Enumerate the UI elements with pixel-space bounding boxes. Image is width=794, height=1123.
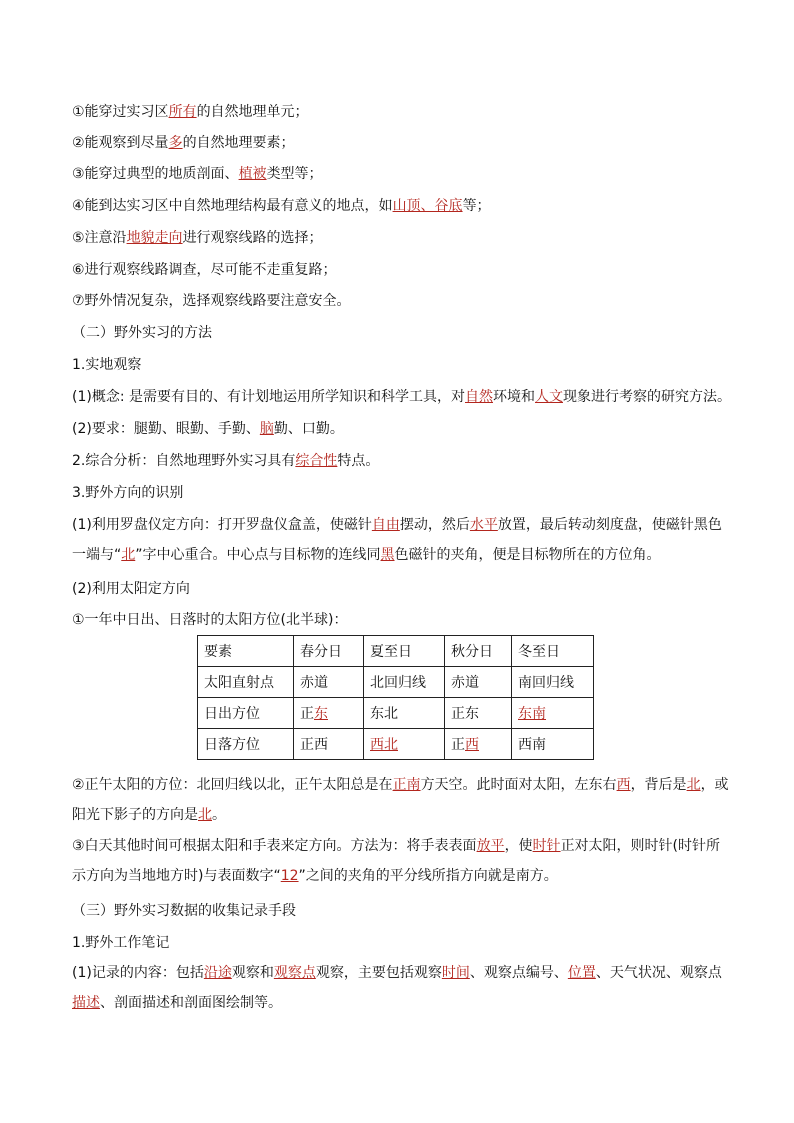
text-run: 放置，最后转动刻度盘，使磁针黑色一端与“ — [72, 517, 722, 563]
keyword-highlight: 自由 — [371, 517, 400, 533]
keyword-highlight: 北 — [198, 807, 212, 823]
table-cell — [294, 729, 364, 760]
compass-paragraph — [72, 510, 732, 570]
text-run: 观察，主要包括观察 — [315, 965, 442, 981]
text-run: ②能观察到尽量 — [72, 135, 169, 151]
requirement-paragraph — [72, 419, 344, 439]
keyword-highlight: 水平 — [469, 517, 498, 533]
text-run: ，或阳光下影子的方向是 — [72, 777, 729, 823]
keyword-highlight: 多 — [168, 135, 183, 151]
table-cell — [445, 698, 512, 729]
table-cell — [512, 667, 594, 698]
keyword-highlight: 北 — [686, 777, 701, 793]
keyword-highlight: 位置 — [567, 965, 596, 981]
table-cell — [294, 667, 364, 698]
table-cell — [198, 698, 294, 729]
text-run: 环境和 — [493, 389, 535, 405]
table-cell — [294, 698, 364, 729]
text-run: 现象进行考察的研究方法。 — [563, 389, 731, 405]
route-rule-3 — [72, 164, 323, 184]
text-run: ③白天其他时间可根据太阳和手表来定方向。方法为：将手表表面 — [72, 838, 477, 854]
text-run: ④能到达实习区中自然地理结构最有意义的地点，如 — [72, 198, 393, 214]
keyword-highlight: 北 — [121, 547, 136, 563]
table-cell — [445, 636, 512, 667]
keyword-highlight: 地貌走向 — [126, 230, 183, 246]
table-cell — [512, 729, 594, 760]
text-run: 、剖面描述和剖面图绘制等。 — [100, 995, 282, 1011]
sun-direction-table — [197, 635, 594, 760]
text-run: 正对太阳，则时针(时针所示方向为当地地方时)与表面数字“ — [72, 838, 721, 884]
table-row — [198, 729, 594, 760]
text-run: 、天气状况、观察点 — [595, 965, 722, 981]
sun-method-title: (2)利用太阳定方向 — [72, 581, 190, 597]
noon-paragraph — [72, 770, 732, 830]
text-run: (1)概念: 是需要有目的、有计划地运用所学知识和科学工具，对 — [72, 389, 465, 405]
keyword-highlight: 东 — [314, 706, 328, 722]
table-cell — [445, 667, 512, 698]
table-cell — [445, 729, 512, 760]
keyword-highlight: 放平 — [476, 838, 505, 854]
text-run: 要素 — [204, 644, 232, 660]
analysis-paragraph — [72, 451, 379, 471]
keyword-highlight: 时间 — [441, 965, 470, 981]
table-cell — [364, 698, 445, 729]
text-run: 的自然地理要素； — [182, 135, 295, 151]
text-run: ⑦野外情况复杂，选择观察线路要注意安全。 — [72, 293, 351, 309]
keyword-highlight: 描述 — [72, 995, 100, 1011]
table-cell — [198, 636, 294, 667]
text-run: ⑥进行观察线路调查，尽可能不走重复路； — [72, 262, 337, 278]
sun-table-body — [198, 636, 594, 760]
text-run: 的自然地理单元； — [196, 104, 309, 120]
table-row — [198, 667, 594, 698]
keyword-highlight: 自然 — [465, 389, 493, 405]
text-run: ”字中心重合。中心点与目标物的连线同 — [135, 547, 381, 563]
text-run: 类型等； — [266, 166, 323, 182]
table-cell — [364, 729, 445, 760]
keyword-highlight: 时针 — [532, 838, 561, 854]
table-cell — [198, 667, 294, 698]
route-rule-2 — [72, 133, 295, 153]
text-run: ”之间的夹角的平分线所指方向就是南方。 — [298, 868, 558, 884]
text-run: 东北 — [370, 706, 398, 722]
keyword-highlight: 正南 — [392, 777, 421, 793]
table-row — [198, 698, 594, 729]
direction-title: 3.野外方向的识别 — [72, 485, 184, 501]
keyword-highlight: 脑 — [259, 421, 274, 437]
text-run: 日出方位 — [204, 706, 260, 722]
keyword-highlight: 综合性 — [295, 453, 338, 469]
text-run: 勤、口勤。 — [273, 421, 344, 437]
keyword-highlight: 西北 — [370, 737, 398, 753]
text-run: 正东 — [451, 706, 479, 722]
text-run: 色磁针的夹角，便是目标物所在的方位角。 — [394, 547, 661, 563]
text-run: 方天空。此时面对太阳，左东右 — [420, 777, 617, 793]
field-observation-title: 1.实地观察 — [72, 357, 142, 373]
keyword-highlight: 西 — [616, 777, 631, 793]
route-rule-1 — [72, 102, 309, 122]
text-run: 赤道 — [451, 675, 479, 691]
keyword-highlight: 所有 — [168, 104, 197, 120]
keyword-highlight: 山顶、谷底 — [392, 198, 463, 214]
text-run: 春分日 — [300, 644, 342, 660]
keyword-highlight: 沿途 — [203, 965, 232, 981]
text-run: ，使 — [504, 838, 533, 854]
keyword-highlight: 黑 — [380, 547, 395, 563]
text-run: (1)利用罗盘仪定方向：打开罗盘仪盒盖，使磁针 — [72, 517, 372, 533]
text-run: (1)记录的内容：包括 — [72, 965, 204, 981]
text-run: ③能穿过典型的地质剖面、 — [72, 166, 239, 182]
text-run: 正 — [451, 737, 465, 753]
text-run: ②正午太阳的方位：北回归线以北，正午太阳总是在 — [72, 777, 393, 793]
text-run: 正西 — [300, 737, 328, 753]
text-run: 太阳直射点 — [204, 675, 274, 691]
keyword-highlight: 西 — [465, 737, 479, 753]
text-run: 南回归线 — [518, 675, 574, 691]
text-run: 夏至日 — [370, 644, 412, 660]
text-run: 2.综合分析：自然地理野外实习具有 — [72, 453, 296, 469]
route-rule-6 — [72, 260, 337, 280]
watch-paragraph — [72, 831, 732, 891]
text-run: 等； — [462, 198, 491, 214]
table-cell — [364, 636, 445, 667]
keyword-highlight: 观察点 — [273, 965, 316, 981]
text-run: 西南 — [518, 737, 546, 753]
concept-paragraph — [72, 387, 731, 407]
table-cell — [294, 636, 364, 667]
text-run: (2)要求：腿勤、眼勤、手勤、 — [72, 421, 260, 437]
text-run: 赤道 — [300, 675, 328, 691]
text-run: ⑤注意沿 — [72, 230, 127, 246]
section2-heading: （二）野外实习的方法 — [72, 325, 212, 341]
keyword-highlight: 植被 — [238, 166, 267, 182]
table-cell — [198, 729, 294, 760]
sun-table-caption: ①一年中日出、日落时的太阳方位(北半球)： — [72, 612, 348, 628]
text-run: 进行观察线路的选择； — [182, 230, 323, 246]
text-run: 、观察点编号、 — [469, 965, 568, 981]
text-run: 日落方位 — [204, 737, 260, 753]
text-run: 。 — [212, 807, 226, 823]
record-paragraph — [72, 958, 732, 1018]
text-run: 观察和 — [231, 965, 274, 981]
text-run: ①能穿过实习区 — [72, 104, 169, 120]
table-cell — [512, 698, 594, 729]
text-run: 摆动，然后 — [399, 517, 470, 533]
text-run: 冬至日 — [518, 644, 560, 660]
keyword-highlight: 12 — [280, 868, 299, 884]
text-run: 秋分日 — [451, 644, 493, 660]
route-rule-5 — [72, 228, 323, 248]
table-cell — [364, 667, 445, 698]
keyword-highlight: 东南 — [518, 706, 546, 722]
table-cell — [512, 636, 594, 667]
text-run: ，背后是 — [630, 777, 687, 793]
table-header-row — [198, 636, 594, 667]
route-rule-7 — [72, 291, 351, 311]
text-run: 特点。 — [337, 453, 380, 469]
route-rule-4 — [72, 196, 491, 216]
field-notes-title: 1.野外工作笔记 — [72, 935, 170, 951]
text-run: 北回归线 — [370, 675, 426, 691]
section3-heading: （三）野外实习数据的收集记录手段 — [72, 903, 296, 919]
keyword-highlight: 人文 — [535, 389, 563, 405]
text-run: 正 — [300, 706, 314, 722]
